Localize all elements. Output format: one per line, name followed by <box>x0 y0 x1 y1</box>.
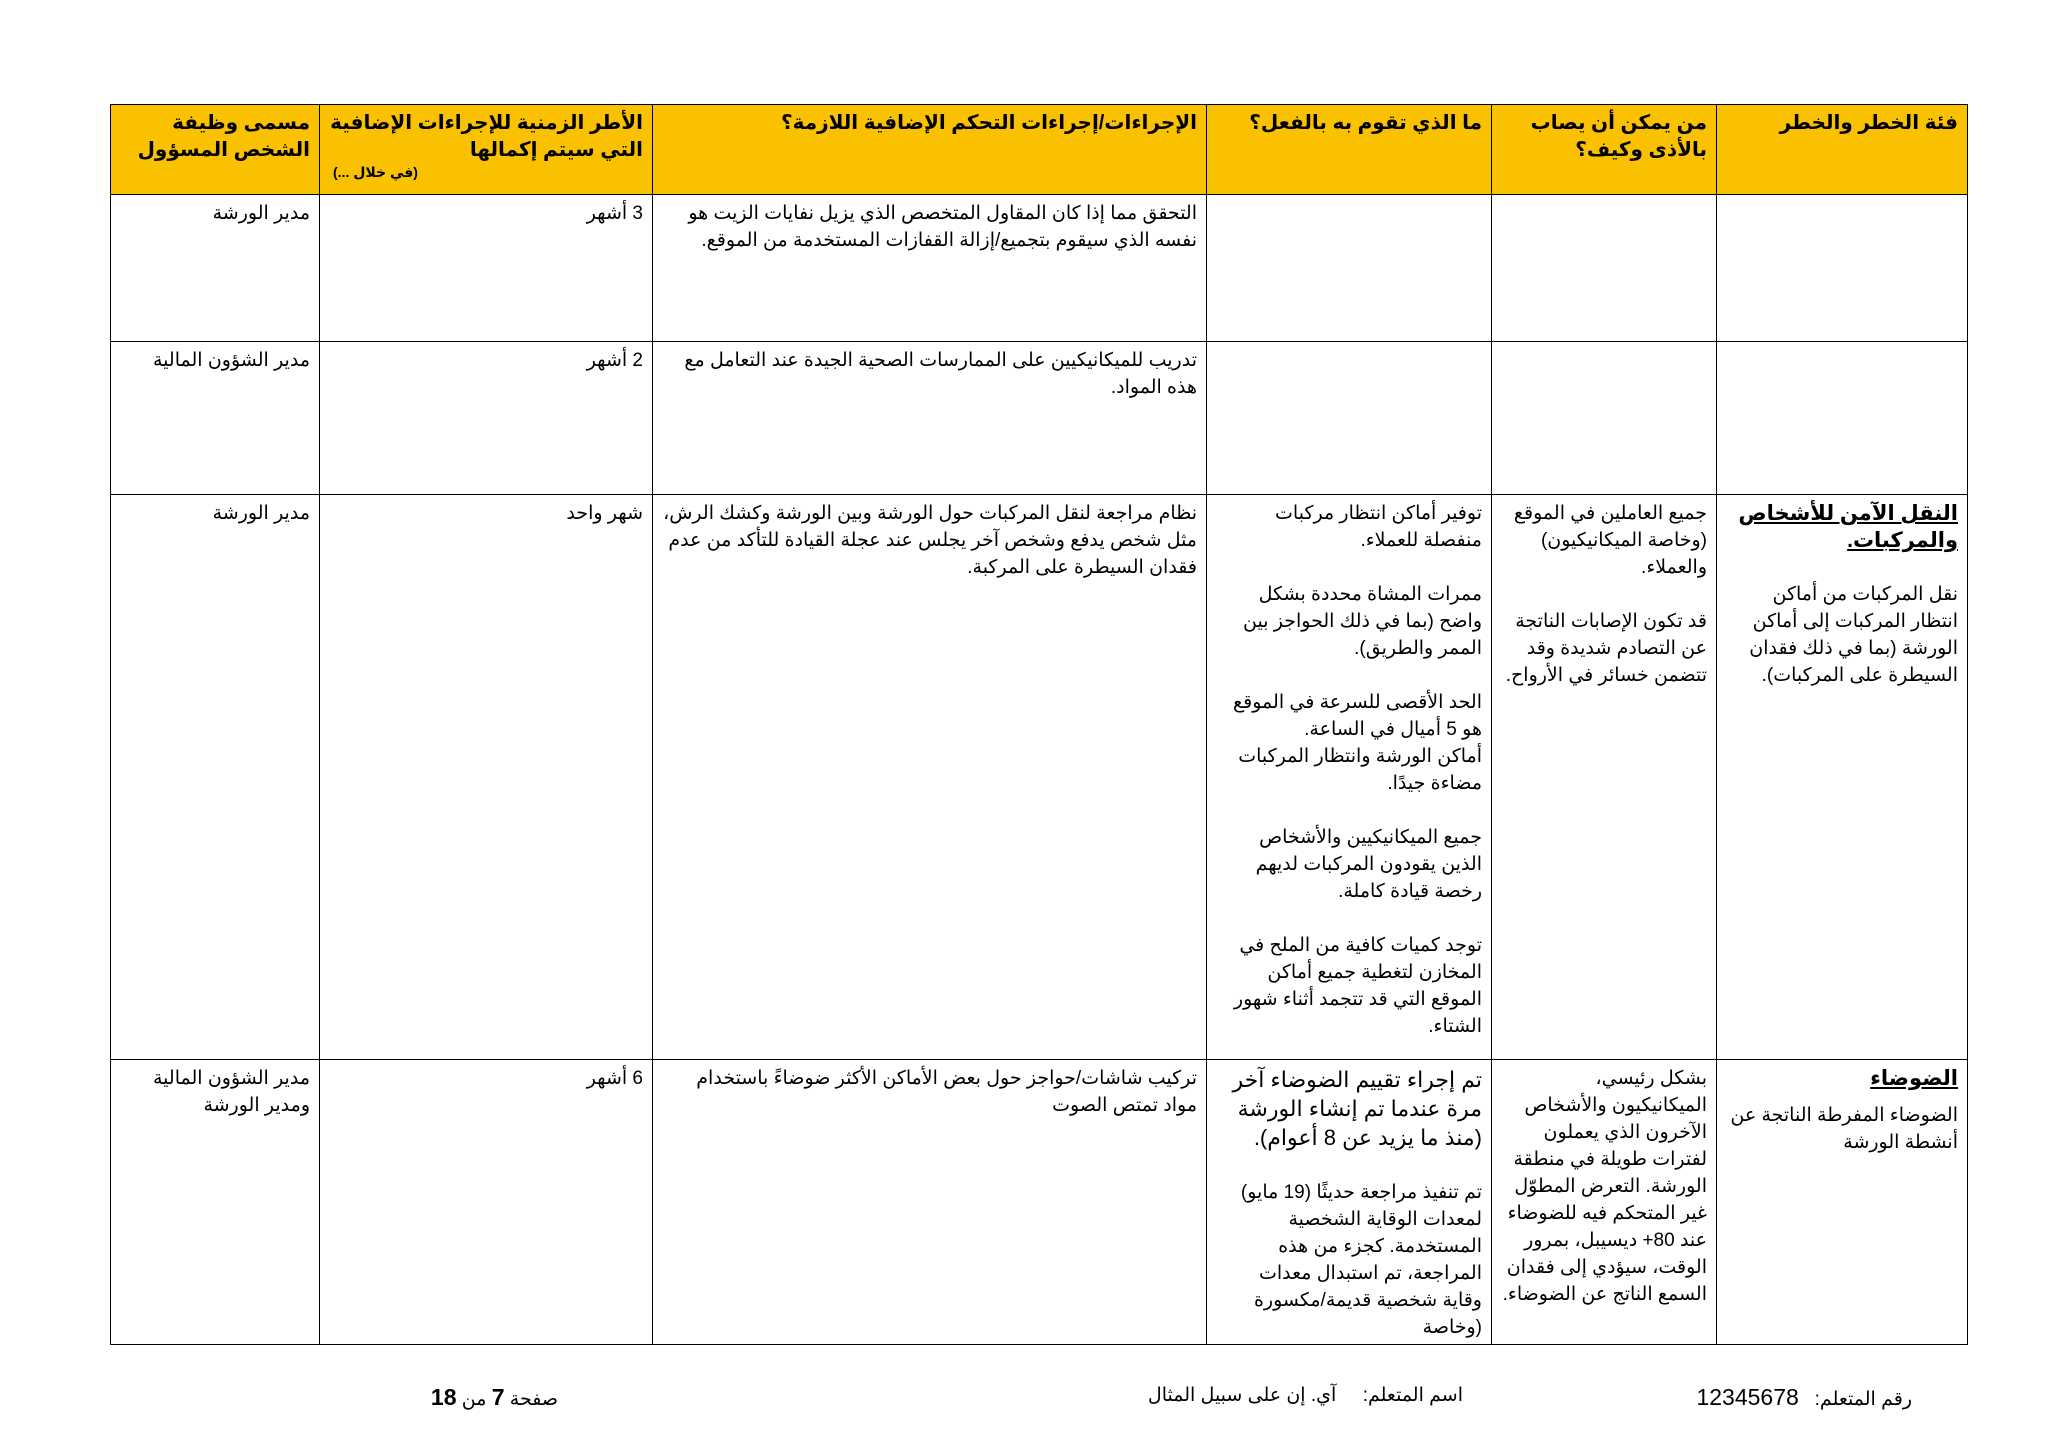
header-timescale-sub: (في خلال ...) <box>333 164 418 180</box>
already-text-2: ممرات المشاة محددة بشكل واضح (بما في ذلك الحواجز بين الممر والطريق). <box>1243 584 1482 659</box>
risk-assessment-table <box>110 104 1968 1345</box>
cell-hazard <box>1717 342 1968 495</box>
learner-name: آي. إن على سبيل المثال <box>1147 1385 1337 1406</box>
learner-name-label: اسم المتعلم: <box>1362 1385 1463 1406</box>
hazard-title: النقل الآمن للأشخاص والمركبات. <box>1738 502 1958 552</box>
hazard-description: الضوضاء المفرطة الناتجة عن أنشطة الورشة <box>1730 1105 1958 1153</box>
who-text-1: جميع العاملين في الموقع (وخاصة الميكانيكيون) والعملاء. <box>1513 503 1707 578</box>
cell-timescale: 6 أشهر <box>320 1060 653 1345</box>
header-hazard: فئة الخطر والخطر <box>1717 105 1968 195</box>
footer-page-number <box>431 1384 558 1411</box>
cell-hazard <box>1717 495 1968 1060</box>
cell-who <box>1492 195 1717 342</box>
table-row <box>111 195 1968 342</box>
header-row <box>111 105 1968 195</box>
cell-hazard <box>1717 1060 1968 1345</box>
cell-who <box>1492 495 1717 1060</box>
who-text-2: قد تكون الإصابات الناتجة عن التصادم شديدة وقد تتضمن خسائر في الأرواح. <box>1505 611 1707 686</box>
cell-timescale: شهر واحد <box>320 495 653 1060</box>
header-responsible: مسمى وظيفة الشخص المسؤول <box>111 105 320 195</box>
page-current: 7 <box>491 1384 505 1410</box>
cell-who <box>1492 1060 1717 1345</box>
header-already: ما الذي تقوم به بالفعل؟ <box>1207 105 1492 195</box>
hazard-description: نقل المركبات من أماكن انتظار المركبات إلى أماكن الورشة (بما في ذلك فقدان السيطرة على المركبات). <box>1749 584 1958 686</box>
learner-number-label: رقم المتعلم: <box>1814 1389 1912 1410</box>
already-text-2: تم تنفيذ مراجعة حديثًا (19 مايو) لمعدات الوقاية الشخصية المستخدمة. كجزء من هذه المراجعة، تم استبدال معدات وقاية شخصية قديمة/مكسورة (وخاصة <box>1240 1182 1482 1338</box>
who-text-1: بشكل رئيسي، الميكانيكيون والأشخاص الآخرون الذي يعملون لفترات طويلة في منطقة الورشة. التعرض المطوّل غير المتحكم فيه للضوضاء عند 80+ ديسيبل، بمرور الوقت، سيؤدي إلى فقدان السمع الناتج عن الضوضاء. <box>1502 1068 1707 1305</box>
cell-who <box>1492 342 1717 495</box>
cell-responsible: مدير الورشة <box>111 495 320 1060</box>
cell-responsible: مدير الورشة <box>111 195 320 342</box>
header-who: من يمكن أن يصاب بالأذى وكيف؟ <box>1492 105 1717 195</box>
footer-learner-number <box>1696 1384 1912 1411</box>
table-row <box>111 342 1968 495</box>
page-word: صفحة <box>509 1389 558 1410</box>
header-further: الإجراءات/إجراءات التحكم الإضافية اللازمة؟ <box>653 105 1207 195</box>
page-total: 18 <box>430 1384 457 1410</box>
learner-number: 12345678 <box>1696 1384 1799 1410</box>
already-text-6: توجد كميات كافية من الملح في المخازن لتغطية جميع أماكن الموقع التي قد تتجمد أثناء شهور الشتاء. <box>1233 935 1482 1037</box>
cell-further: التحقق مما إذا كان المقاول المتخصص الذي يزيل نفايات الزيت هو نفسه الذي سيقوم بتجميع/إزالة القفازات المستخدمة من الموقع. <box>653 195 1207 342</box>
cell-timescale: 2 أشهر <box>320 342 653 495</box>
cell-responsible: مدير الشؤون المالية <box>111 342 320 495</box>
cell-already <box>1207 342 1492 495</box>
table-row <box>111 1060 1968 1345</box>
already-text-4: أماكن الورشة وانتظار المركبات مضاءة جيدًا. <box>1238 746 1482 794</box>
cell-hazard <box>1717 195 1968 342</box>
footer-learner-name <box>1148 1384 1463 1407</box>
already-text-3: الحد الأقصى للسرعة في الموقع هو 5 أميال في الساعة. <box>1233 692 1482 740</box>
cell-already <box>1207 1060 1492 1345</box>
cell-timescale: 3 أشهر <box>320 195 653 342</box>
cell-further: تركيب شاشات/حواجز حول بعض الأماكن الأكثر ضوضاءً باستخدام مواد تمتص الصوت <box>653 1060 1207 1345</box>
page-of: من <box>461 1389 487 1410</box>
already-text-1: توفير أماكن انتظار مركبات منفصلة للعملاء. <box>1275 503 1482 551</box>
header-timescale <box>320 105 653 195</box>
cell-further: نظام مراجعة لنقل المركبات حول الورشة وبين الورشة وكشك الرش، مثل شخص يدفع وشخص آخر يجلس عند عجلة القيادة للتأكد من عدم فقدان السيطرة على المركبة. <box>653 495 1207 1060</box>
cell-further: تدريب للميكانيكيين على الممارسات الصحية الجيدة عند التعامل مع هذه المواد. <box>653 342 1207 495</box>
table-row <box>111 495 1968 1060</box>
cell-already <box>1207 495 1492 1060</box>
hazard-title: الضوضاء <box>1870 1067 1958 1090</box>
already-text-1: تم إجراء تقييم الضوضاء آخر مرة عندما تم إنشاء الورشة (منذ ما يزيد عن 8 أعوام). <box>1232 1067 1482 1150</box>
cell-already <box>1207 195 1492 342</box>
cell-responsible: مدير الشؤون المالية ومدير الورشة <box>111 1060 320 1345</box>
already-text-5: جميع الميكانيكيين والأشخاص الذين يقودون المركبات لديهم رخصة قيادة كاملة. <box>1255 827 1482 902</box>
header-timescale-text: الأطر الزمنية للإجراءات الإضافية التي سيتم إكمالها <box>330 112 643 161</box>
